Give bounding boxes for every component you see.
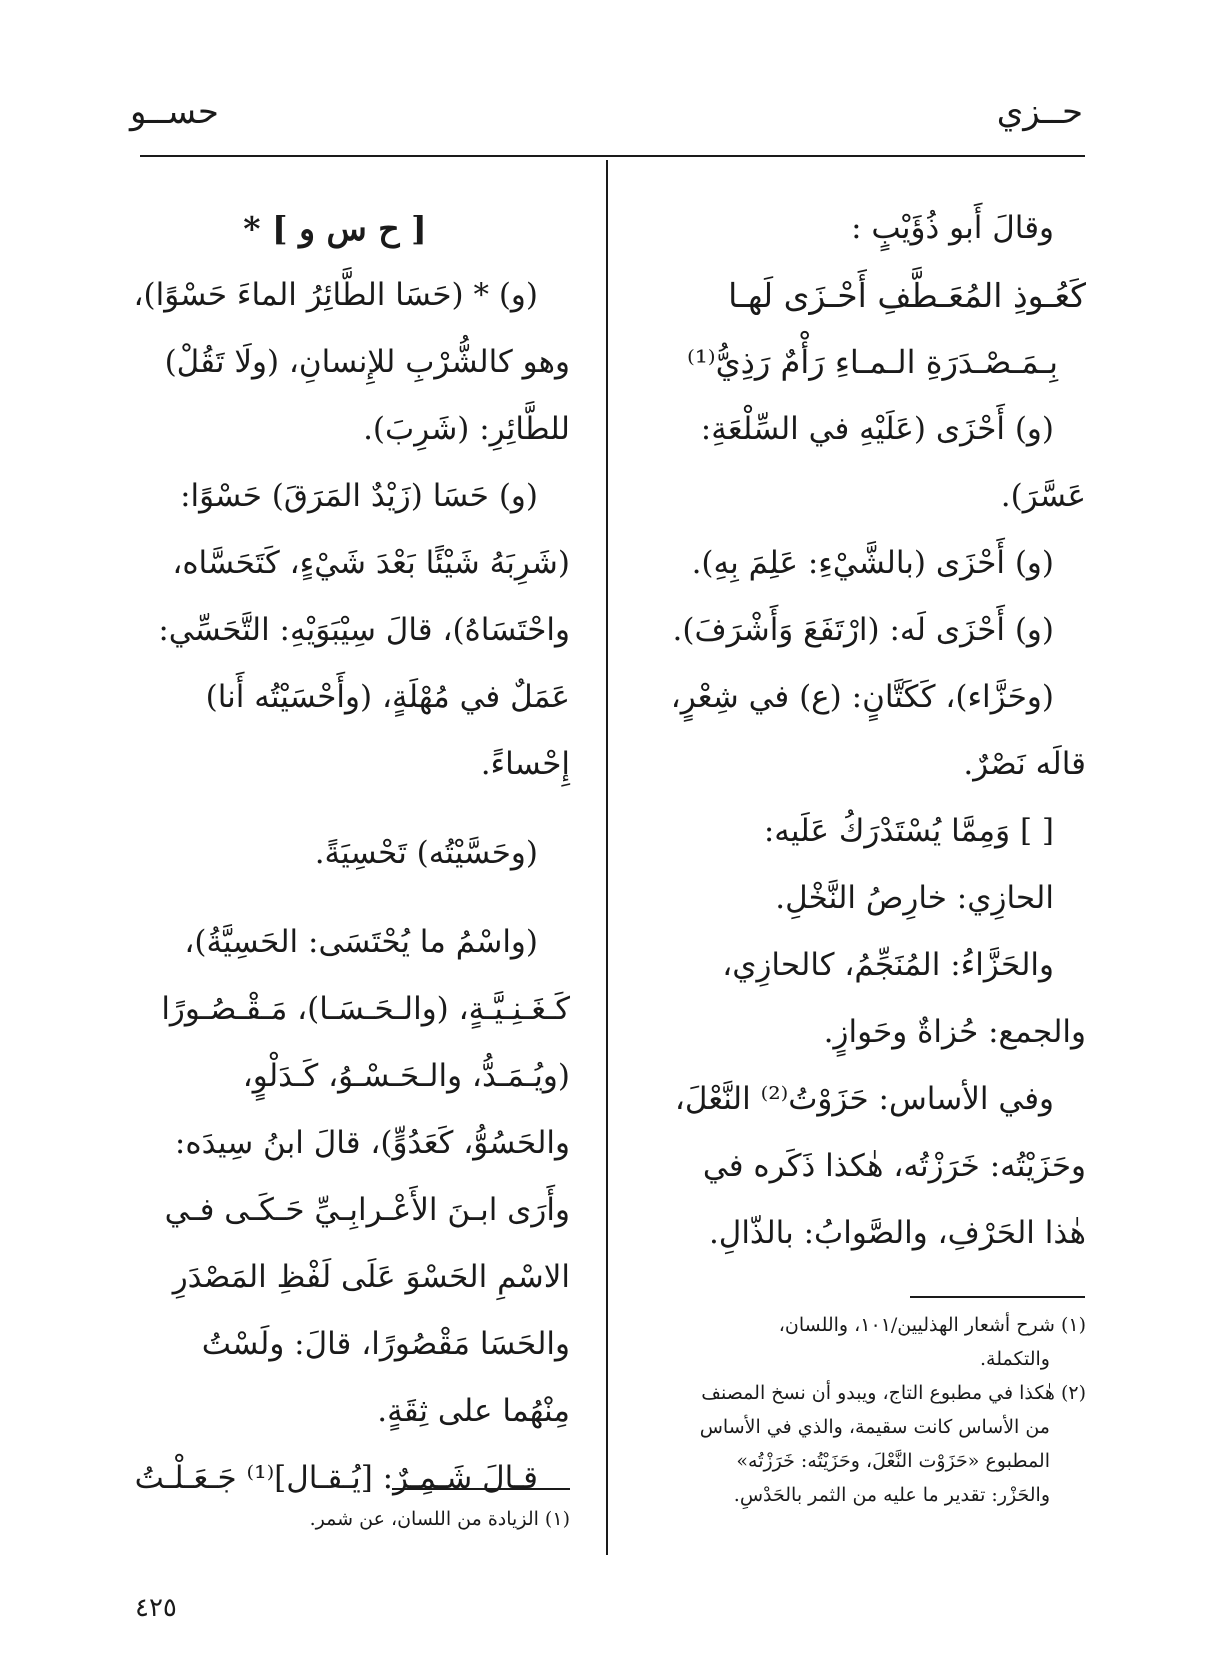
text-line: وقالَ أَبو ذُؤَيْبٍ :: [851, 210, 1054, 246]
text-line: عَسَّرَ).: [1000, 478, 1086, 514]
text-line: كَـغَـنِـيَّـةٍ، (والـحَـسَـا)، مَـقْـصُـورًا: [161, 991, 570, 1027]
text-line: إِحْساءً.: [480, 746, 570, 782]
text-line: (و) أَحْزَى (بالشَّيْءِ: عَلِمَ بِهِ).: [691, 545, 1054, 581]
text-line: قالَه نَصْرٌ.: [963, 746, 1086, 782]
text-line: هٰذا الحَرْفِ، والصَّوابُ: بالذّالِ.: [708, 1215, 1086, 1251]
text-line: الحازِي: خارِصُ النَّخْلِ.: [775, 880, 1054, 916]
header-rule: [140, 155, 1085, 157]
text-line: مِنْهُما على ثِقَةٍ.: [377, 1393, 570, 1429]
text-line: (و) أَحْزَى لَه: (ارْتَفَعَ وَأَشْرَفَ).: [672, 612, 1054, 648]
footnote-rule-left: [392, 1488, 570, 1490]
page-number: ٤٢٥: [135, 1593, 177, 1623]
text-line: (و) حَسَا (زَيْدٌ المَرَقَ) حَسْوًا:: [180, 478, 538, 514]
footnotes-right: [648, 1308, 1086, 1512]
text-line: للطَّائِرِ: (شَرِبَ).: [363, 411, 570, 447]
text-line: والحَسَا مَقْصُورًا، قالَ: ولَسْتُ: [201, 1326, 570, 1362]
column-divider: [606, 160, 608, 1555]
text-line: (ويُـمَـدُّ، والـحَـسْـوُ، كَـدَلْوٍ،: [242, 1058, 570, 1094]
text-line: والحَزَّاءُ: المُنَجِّمُ، كالحازِي،: [722, 947, 1054, 983]
root-heading: [ ح س و ] *: [243, 209, 427, 248]
text-line: وحَزَيْتُه: خَرَزْتُه، هٰكذا ذَكَره في: [702, 1148, 1086, 1184]
left-column: [133, 195, 570, 1512]
verse-line: بِـمَـصْـدَرَةِ الـمـاءِ رَأْمٌ رَذِيُّ⁽¹⁾: [687, 343, 1058, 381]
text-line: [ ] وَمِمَّا يُسْتَدْرَكُ عَلَيه:: [763, 813, 1054, 849]
text-line: (وحَزَّاء)، كَكَتَّانٍ: (ع) في شِعْرٍ،: [670, 679, 1054, 715]
verse-line: كَعُـوذِ المُعَـطَّفِ أَحْـزَى لَهـا: [728, 276, 1086, 315]
text-line: وهو كالشُّرْبِ للإِنسانِ، (ولَا تَقُلْ): [164, 344, 570, 380]
footnote-line: (١) شرح أشعار الهذليين/١٠١، واللسان،: [778, 1314, 1086, 1336]
text-line: وأَرَى ابـنَ الأَعْـرابِـيِّ حَـكَـى فـي: [164, 1192, 570, 1228]
text-line: والجمع: حُزاةٌ وحَوازٍ.: [823, 1014, 1086, 1050]
header-entry-word-right: حــزي: [996, 92, 1083, 132]
footnote-line: المطبوع «حَزَوْت النَّعْلَ، وحَزَيْتُه: خَرَزْتُه»: [736, 1450, 1050, 1472]
text-line: وفي الأساس: حَزَوْتُ⁽²⁾ النَّعْلَ،: [674, 1081, 1054, 1117]
footnote-rule-right: [910, 1296, 1085, 1298]
right-column: [648, 195, 1086, 1267]
header-entry-word-left: حســو: [130, 92, 219, 132]
footnotes-left: [140, 1502, 570, 1536]
text-line: (واسْمُ ما يُحْتَسَى: الحَسِيَّةُ)،: [184, 924, 538, 960]
text-line: قـالَ شَـمِـرٌ: [يُـقـال]⁽¹⁾ جَـعَـلْـتُ: [134, 1460, 538, 1496]
text-line: واحْتَسَاهُ)، قالَ سِيْبَوَيْهِ: التَّحَسِّي:: [158, 612, 570, 648]
text-line: الاسْمِ الحَسْوَ عَلَى لَفْظِ المَصْدَرِ: [172, 1259, 570, 1295]
text-line: (و) أَحْزَى (عَلَيْهِ في السِّلْعَةِ:: [700, 411, 1054, 447]
footnote-line: والتكملة.: [980, 1348, 1050, 1370]
footnote-line: من الأساس كانت سقيمة، والذي في الأساس: [699, 1416, 1050, 1438]
text-line: (شَرِبَهُ شَيْئًا بَعْدَ شَيْءٍ، كَتَحَسَّاه،: [172, 545, 570, 581]
footnote-line: والحَزْر: تقدير ما عليه من الثمر بالحَدْسِ.: [733, 1484, 1050, 1506]
text-line: والحَسُوُّ، كَعَدُوٍّ)، قالَ ابنُ سِيدَه:: [174, 1125, 570, 1161]
paragraph-gap: [140, 798, 570, 820]
text-line: عَمَلٌ في مُهْلَةٍ، (وأَحْسَيْتُه أَنا): [205, 679, 570, 715]
footnote-line: (٢) هٰكذا في مطبوع التاج، ويبدو أن نسخ المصنف: [701, 1382, 1086, 1404]
paragraph-gap: [140, 887, 570, 909]
footnote-line: (١) الزيادة من اللسان، عن شمر.: [309, 1508, 570, 1530]
text-line: (وحَسَّيْتُه) تَحْسِيَةً.: [314, 835, 538, 871]
text-line: (و) * (حَسَا الطَّائِرُ الماءَ حَسْوًا)،: [133, 277, 538, 313]
